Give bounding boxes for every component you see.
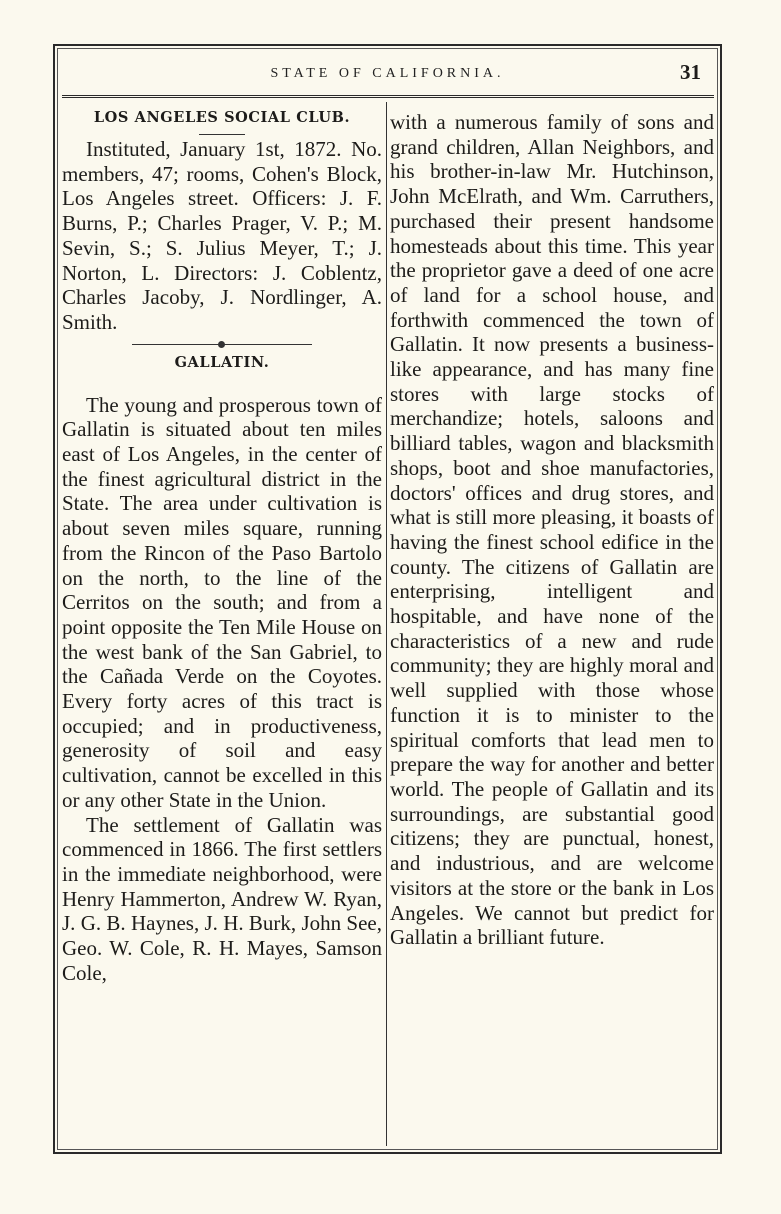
section-heading-gallatin: GALLATIN. xyxy=(174,353,270,371)
page-number: 31 xyxy=(680,60,701,84)
left-column xyxy=(62,108,382,986)
gallatin-paragraph-1: The young and prosperous town of Gallatin is situated about ten miles east of Los Angeles, in the center of the finest agricultural district in the State. The area under cultivation is about seven miles square, running from the Rincon of the Paso Bartolo on the north, to the line of the Cerritos on the south; and from a point opposite the Ten Mile House on the west bank of the San Gabriel, to the Cañada Verde on the Coyotes. Every forty acres of this tract is occupied; and in productiveness, generosity of soil and easy cultivation, cannot be excelled in this or any other State in the Union. xyxy=(62,392,382,812)
running-title: STATE OF CALIFORNIA. xyxy=(270,66,505,81)
gallatin-paragraph-continued: with a numerous family of sons and grand children, Allan Neighbors, and his brother-in-law Mr. Hutchinson, John McElrath, and Wm. Carruthers, purchased their present handsome homesteads about this time. This year the proprietor gave a deed of one acre of land for a school house, and forthwith commenced the town of Gallatin. It now presents a business-like appearance, and has many fine stores with large stocks of merchandize; hotels, saloons and billiard tables, wagon and blacksmith shops, boot and shoe manufactories, doctors' offices and drug stores, and what is still more pleasing, it boasts of having the finest school edifice in the county. The citizens of Gallatin are enterprising, intelligent and hospitable, and have none of the characteristics of a new and rude community; they are highly moral and well supplied with those whose function it is to minister to the spiritual comforts that lead men to prepare the way for another and better world. The people of Gallatin and its surroundings, are substantial good citizens; they are punctual, honest, and industrious, and are welcome visitors at the store or the bank in Los Angeles. We cannot but predict for Gallatin a brilliant future. xyxy=(390,110,714,950)
header-rule xyxy=(62,95,714,98)
social-club-paragraph: Instituted, January 1st, 1872. No. members, 47; rooms, Cohen's Block, Los Angeles street. Officers: J. F. Burns, P.; Charles Prager, V. P.; M. Sevin, S.; S. Julius Meyer, T.; J. Norton, L. Directors: J. Coblentz, Charles Jacoby, J. Nordlinger, A. Smith. xyxy=(62,137,382,334)
gallatin-paragraph-2: The settlement of Gallatin was commenced in 1866. The first settlers in the immediate neighborhood, were Henry Hammerton, Andrew W. Ryan, J. G. B. Haynes, J. H. Burk, John See, Geo. W. Cole, R. H. Mayes, Samson Cole, xyxy=(62,812,382,985)
section-heading-social-club: LOS ANGELES SOCIAL CLUB. xyxy=(93,109,351,126)
right-column xyxy=(390,110,714,950)
page-header xyxy=(60,58,715,90)
heading-rule xyxy=(199,134,245,135)
section-separator xyxy=(132,341,312,347)
column-divider xyxy=(386,102,387,1146)
